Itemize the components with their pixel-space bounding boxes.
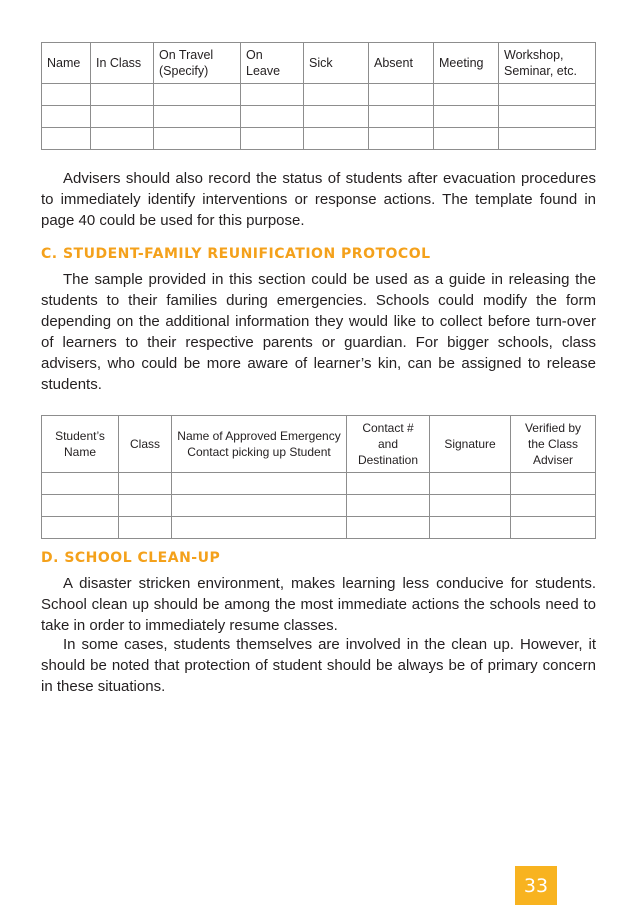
col-in-class: In Class [91, 43, 154, 84]
col-on-leave: On Leave [241, 43, 304, 84]
col-on-travel: On Travel (Specify) [154, 43, 241, 84]
table-row [42, 473, 596, 495]
col-meeting: Meeting [434, 43, 499, 84]
paragraph-clean-up: A disaster stricken environment, makes learning less conducive for students. School clean up should be among the most immediate actions the schools need to take in order to immediately resume classes. [41, 575, 596, 634]
table-header-row [42, 43, 596, 84]
table-row [42, 495, 596, 517]
col-students-name: Student’s Name [42, 416, 119, 473]
table-row [42, 128, 596, 150]
table-row [42, 106, 596, 128]
student-status-table [41, 42, 596, 150]
col-contact-destination: Contact # and Destination [347, 416, 430, 473]
table-row [42, 84, 596, 106]
col-sick: Sick [304, 43, 369, 84]
section-heading-c: C. STUDENT-FAMILY REUNIFICATION PROTOCOL [41, 246, 431, 262]
col-absent: Absent [369, 43, 434, 84]
student-release-table [41, 415, 596, 539]
col-signature: Signature [430, 416, 511, 473]
paragraph-students-involved: In some cases, students themselves are involved in the clean up. However, it should be noted that protection of student should be always be of primary concern in these situations. [41, 636, 596, 695]
col-name: Name [42, 43, 91, 84]
col-workshop: Workshop, Seminar, etc. [499, 43, 596, 84]
paragraph-advisers: Advisers should also record the status of students after evacuation procedures to immediately identify interventions or response actions. The template found in page 40 could be used for this purpose. [41, 170, 596, 229]
col-emergency-contact: Name of Approved Emergency Contact picking up Student [172, 416, 347, 473]
col-verified: Verified by the Class Adviser [511, 416, 596, 473]
col-class: Class [119, 416, 172, 473]
page-number: 33 [515, 866, 557, 905]
section-heading-d: D. SCHOOL CLEAN-UP [41, 550, 221, 566]
table-header-row [42, 416, 596, 473]
paragraph-reunification: The sample provided in this section could be used as a guide in releasing the students to their families during emergencies. Schools could modify the form depending on the additional information they would like to collect before turn-over of learners to their respective parents or guardian. For bigger schools, class advisers, who could be more aware of learner’s kin, can be assigned to release students. [41, 271, 596, 393]
table-row [42, 517, 596, 539]
